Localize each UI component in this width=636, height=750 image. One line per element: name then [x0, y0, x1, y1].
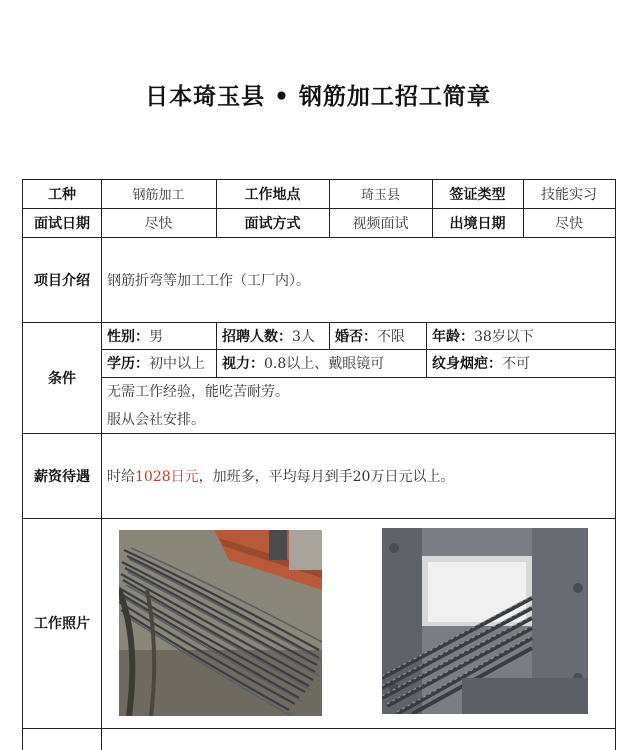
conditions-label: 条件: [48, 370, 76, 387]
hourly-wage: 1028日元: [135, 468, 199, 485]
salary-prefix: 时给: [107, 468, 135, 485]
departure-date-value: 尽快: [555, 215, 583, 232]
rebar-bundle-photo: [119, 530, 322, 716]
table-line: [23, 518, 615, 519]
project-value: 钢筋折弯等加工工作（工厂内）。: [107, 272, 310, 289]
table-line: [23, 728, 615, 729]
tattoo-label: 纹身烟疤：: [432, 356, 502, 372]
salary-value: [101, 433, 615, 518]
page-title: 日本琦玉县 • 钢筋加工招工简章: [145, 84, 491, 110]
education-field: [101, 349, 216, 377]
education-value: 初中以上: [149, 356, 205, 372]
age-field: [426, 322, 615, 349]
condition-note: 无需工作经验，能吃苦耐劳。: [107, 384, 289, 400]
visa-type-value: 技能实习: [541, 186, 597, 203]
salary-label: 薪资待遇: [34, 468, 90, 485]
tattoo-field: [426, 349, 615, 377]
recruitment-table: [22, 179, 616, 750]
project-label: 项目介绍: [34, 272, 90, 289]
gender-value: 男: [149, 328, 163, 345]
salary-suffix: ，加班多，平均每月到手20万日元以上。: [198, 468, 455, 485]
tattoo-value: 不可: [502, 356, 530, 372]
interview-method-value: 视频面试: [352, 215, 409, 232]
interview-method-label: 面试方式: [244, 215, 301, 232]
work-location-value: 琦玉县: [360, 188, 400, 203]
visa-type-label: 签证类型: [449, 186, 506, 203]
gender-label: 性别：: [107, 328, 149, 345]
table-line: [101, 377, 615, 378]
age-label: 年龄：: [432, 328, 474, 345]
bending-machine-photo: [382, 528, 588, 714]
photos-label: 工作照片: [34, 616, 90, 632]
work-location-label: 工作地点: [244, 186, 301, 203]
bending-machine-image: [382, 528, 588, 714]
headcount-value: 3人: [292, 328, 315, 345]
education-label: 学历：: [107, 356, 149, 372]
job-type-label: 工种: [48, 186, 76, 203]
interview-date-label: 面试日期: [34, 215, 90, 232]
headcount-label: 招聘人数：: [222, 328, 292, 345]
vision-field: [216, 349, 426, 377]
interview-date-value: 尽快: [144, 215, 173, 232]
condition-note: 服从会社安排。: [107, 412, 205, 428]
departure-date-label: 出境日期: [449, 215, 506, 232]
rebar-bundle-image: [119, 530, 322, 716]
headcount-field: [216, 322, 329, 349]
marital-field: [329, 322, 426, 349]
job-type-value: 钢筋加工: [132, 188, 185, 203]
vision-label: 视力：: [222, 356, 264, 372]
marital-label: 婚否：: [335, 328, 377, 345]
vision-value: 0.8以上、戴眼镜可: [264, 356, 385, 372]
marital-value: 不限: [377, 328, 405, 345]
gender-field: [101, 322, 216, 349]
age-value: 38岁以下: [474, 328, 534, 345]
